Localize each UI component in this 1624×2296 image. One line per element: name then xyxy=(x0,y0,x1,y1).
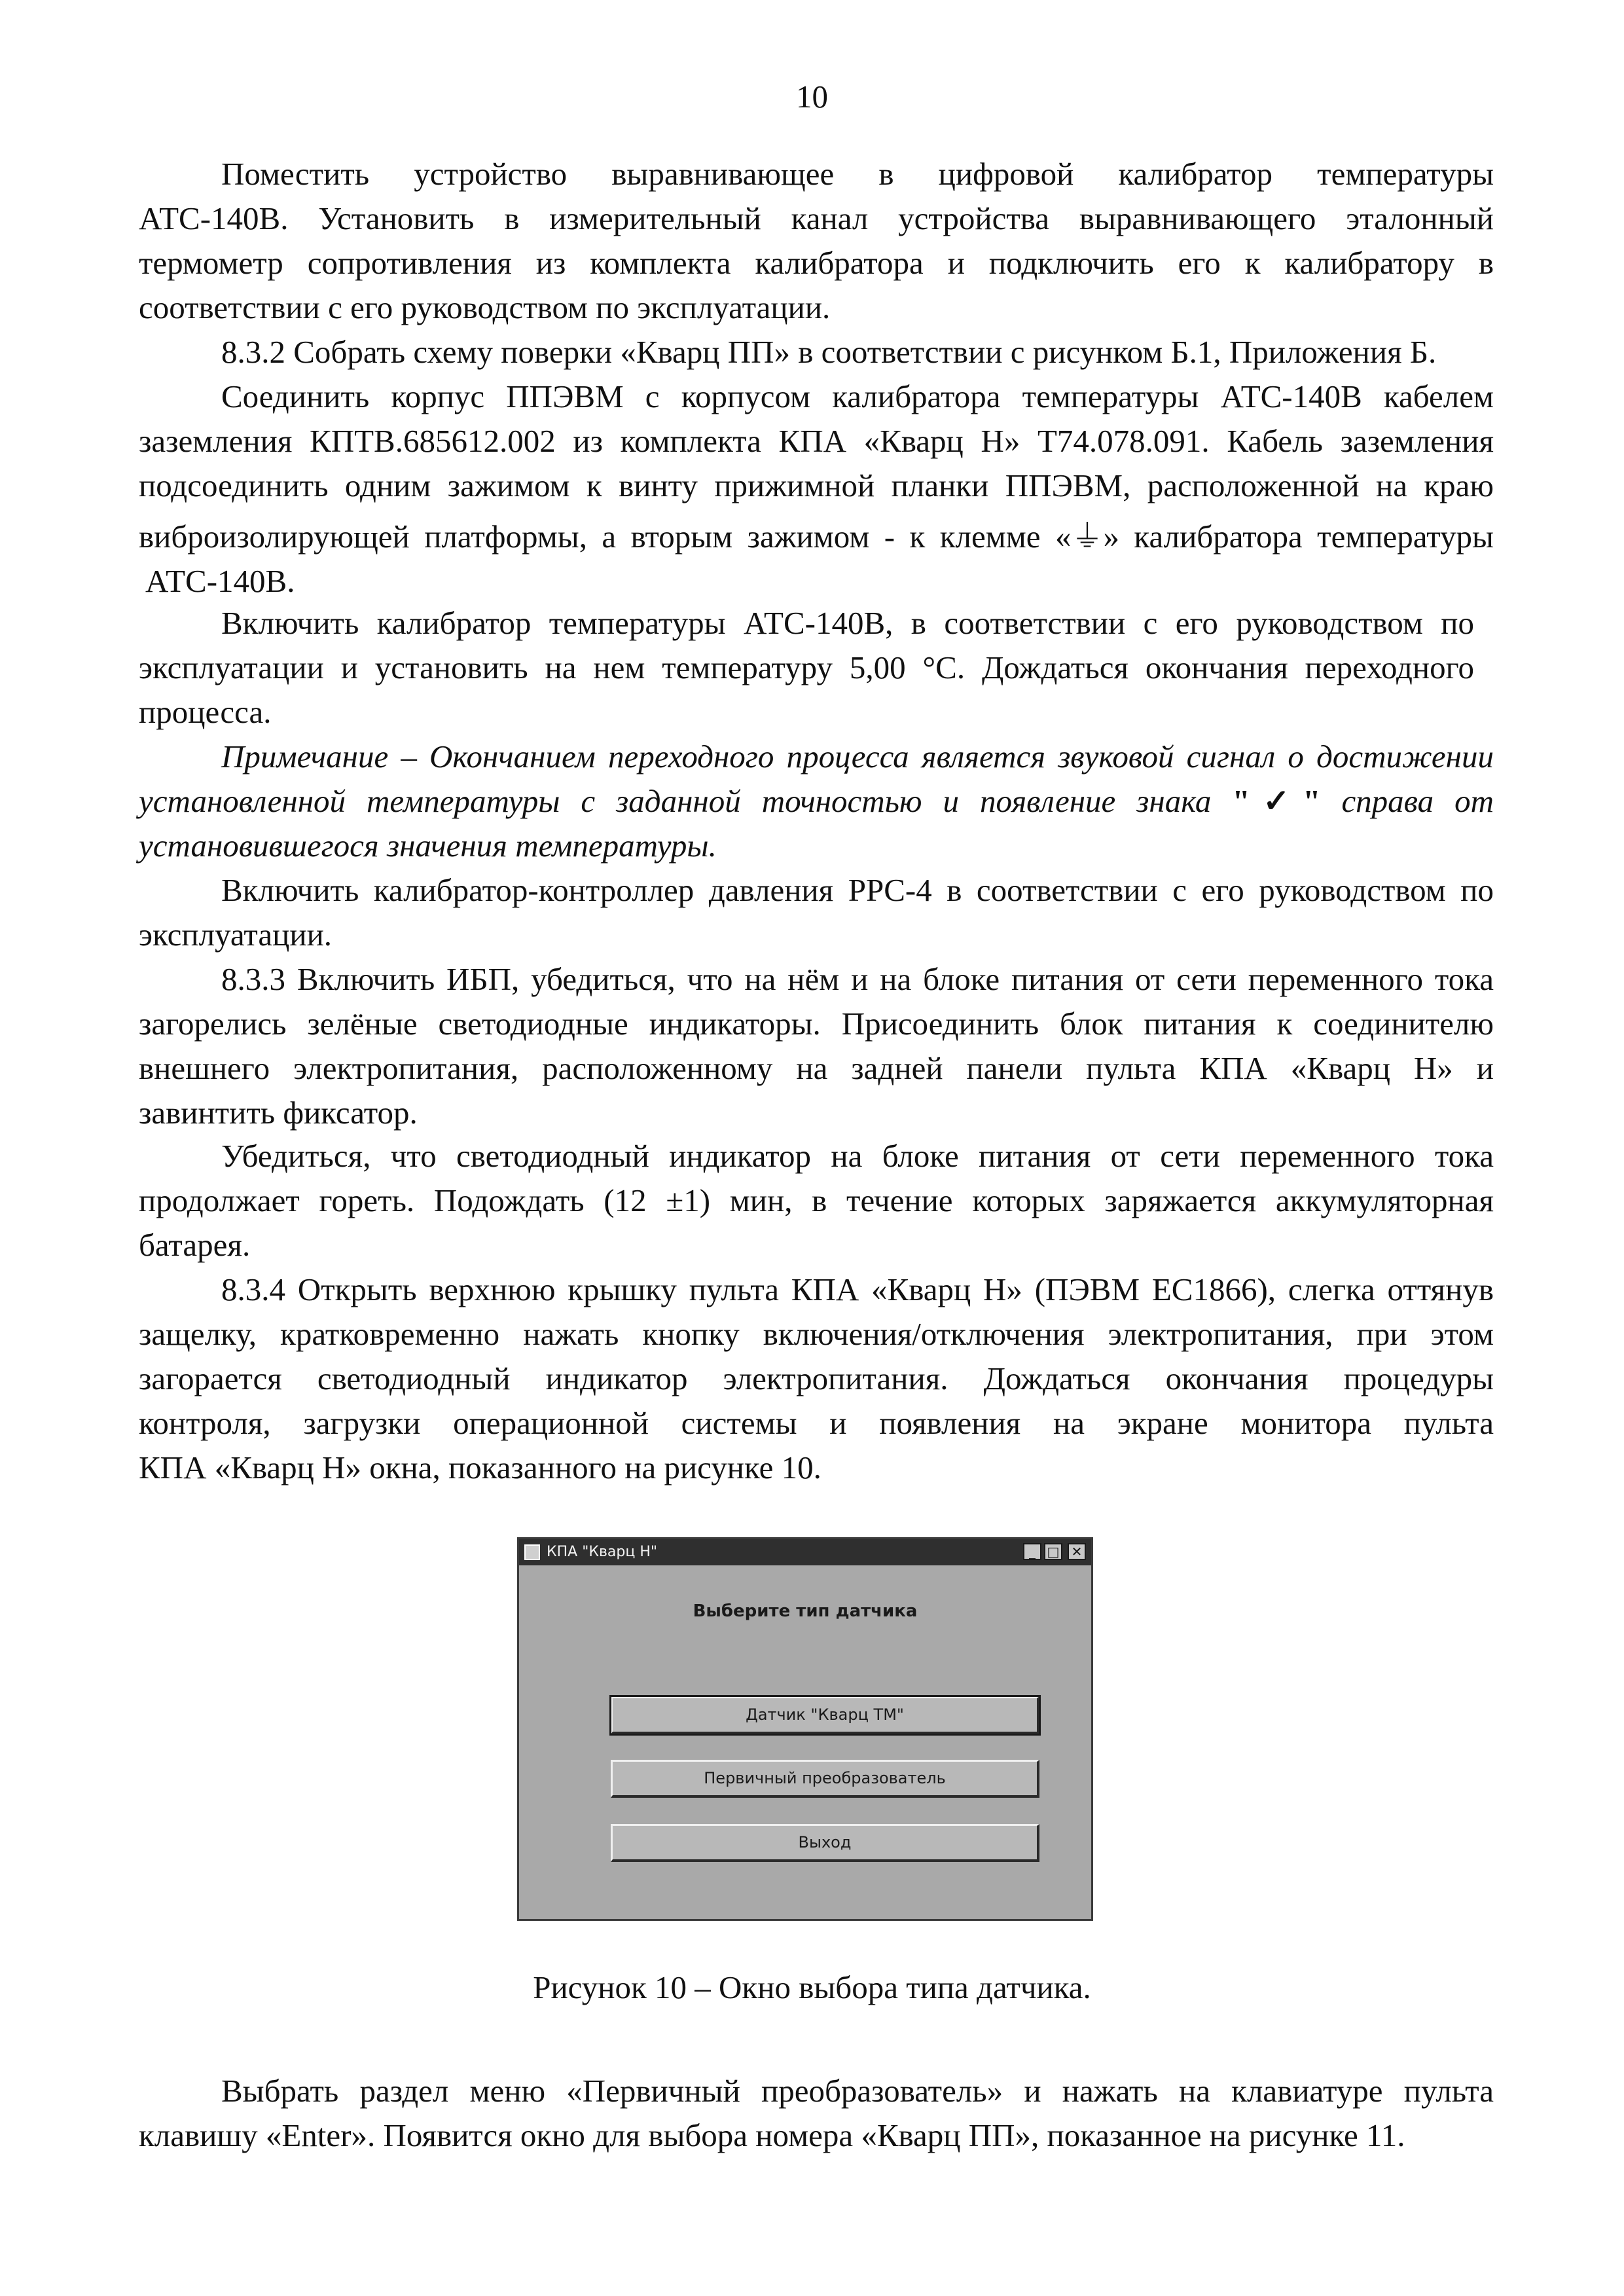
quartz-tm-sensor-button[interactable]: Датчик "Кварц ТМ" xyxy=(611,1696,1039,1734)
paragraph-1-line: термометр сопротивления из комплекта калибратора и подключить его к калибратору в xyxy=(139,245,1494,281)
paragraph-3-text: » калибратора температуры xyxy=(1103,519,1494,555)
paragraph-3-text: виброизолирующей платформы, а вторым зажимом - к клемме « xyxy=(139,519,1072,555)
paragraph-5-line: эксплуатации. xyxy=(139,917,333,953)
note-line xyxy=(139,779,1494,824)
paragraph-4-line: процесса. xyxy=(139,694,272,730)
paragraph-4 xyxy=(139,601,1474,735)
window-titlebar[interactable] xyxy=(519,1539,1091,1565)
window-prompt: Выберите тип датчика xyxy=(693,1601,918,1621)
paragraph-1-line: соответствии с его руководством по эксплуатации. xyxy=(139,289,831,325)
note-text: справа от xyxy=(1341,783,1494,819)
paragraph-5 xyxy=(139,868,1494,957)
paragraph-4-line: Включить калибратор температуры АТС-140В, в соответствии с его руководством по xyxy=(221,605,1474,641)
paragraph-8-line: КПА «Кварц Н» окна, показанного на рисунке 10. xyxy=(139,1449,821,1485)
close-button[interactable]: ✕ xyxy=(1068,1543,1086,1560)
paragraph-1-line: Поместить устройство выравнивающее в цифровой калибратор температуры xyxy=(221,156,1494,192)
paragraph-8-line: контроля, загрузки операционной системы и появления на экране монитора пульта xyxy=(139,1405,1494,1441)
paragraph-7-line: батарея. xyxy=(139,1227,251,1263)
paragraph-3-line: АТС-140В. xyxy=(145,563,295,599)
paragraph-9-line: клавишу «Enter». Появится окно для выбора номера «Кварц ПП», показанное на рисунке 11. xyxy=(139,2117,1405,2153)
note xyxy=(139,735,1494,868)
paragraph-8-line: загорается светодиодный индикатор электропитания. Дождаться окончания процедуры xyxy=(139,1360,1494,1396)
paragraph-9-line: Выбрать раздел меню «Первичный преобразователь» и нажать на клавиатуре пульта xyxy=(221,2073,1494,2109)
paragraph-8 xyxy=(139,1267,1494,1490)
paragraph-7 xyxy=(139,1134,1494,1267)
paragraph-5-line: Включить калибратор-контроллер давления PPC-4 в соответствии с его руководством по xyxy=(221,872,1494,908)
paragraph-8-line: защелку, кратковременно нажать кнопку включения/отключения электропитания, при этом xyxy=(139,1316,1494,1352)
paragraph-3-line: заземления КПТВ.685612.002 из комплекта КПА «Кварц Н» Т74.078.091. Кабель заземления xyxy=(139,423,1494,459)
check-mark-icon: "✓" xyxy=(1232,783,1321,819)
paragraph-3-line: подсоединить одним зажимом к винту прижимной планки ППЭВМ, расположенной на краю xyxy=(139,467,1494,503)
paragraph-1-line: АТС-140В. Установить в измерительный канал устройства выравнивающего эталонный xyxy=(139,200,1494,236)
paragraph-6 xyxy=(139,957,1494,1135)
paragraph-1 xyxy=(139,152,1494,330)
paragraph-3 xyxy=(139,374,1494,604)
app-icon xyxy=(524,1544,540,1560)
maximize-button[interactable]: □ xyxy=(1044,1543,1062,1560)
note-text: установленной температуры с заданной точностью и появление знака xyxy=(139,783,1212,819)
paragraph-3-line: Соединить корпус ППЭВМ с корпусом калибратора температуры АТС-140В кабелем xyxy=(221,378,1494,414)
paragraph-6-line: загорелись зелёные светодиодные индикаторы. Присоединить блок питания к соединителю xyxy=(139,1006,1494,1042)
minimize-button[interactable]: _ xyxy=(1023,1543,1041,1560)
note-line: Примечание – Окончанием переходного процесса является звуковой сигнал о достижении xyxy=(221,738,1494,774)
paragraph-9 xyxy=(139,2069,1494,2158)
ground-symbol-icon: ⏚ xyxy=(1071,519,1104,555)
paragraph-2-line: 8.3.2 Собрать схему поверки «Кварц ПП» в соответствии с рисунком Б.1, Приложения Б. xyxy=(221,334,1437,370)
paragraph-7-line: Убедиться, что светодиодный индикатор на блоке питания от сети переменного тока xyxy=(221,1138,1494,1174)
paragraph-8-line: 8.3.4 Открыть верхнюю крышку пульта КПА «Кварц Н» (ПЭВМ ЕС1866), слегка оттянув xyxy=(221,1271,1494,1307)
paragraph-6-line: завинтить фиксатор. xyxy=(139,1095,418,1131)
page-number: 10 xyxy=(796,79,828,115)
paragraph-6-line: внешнего электропитания, расположенному на задней панели пульта КПА «Кварц Н» и xyxy=(139,1050,1494,1086)
figure-caption: Рисунок 10 – Окно выбора типа датчика. xyxy=(533,1969,1091,2005)
note-line: установившегося значения температуры. xyxy=(139,828,717,864)
paragraph-6-line: 8.3.3 Включить ИБП, убедиться, что на нём и на блоке питания от сети переменного тока xyxy=(221,961,1494,997)
paragraph-7-line: продолжает гореть. Подождать (12 ±1) мин, в течение которых заряжается аккумуляторная xyxy=(139,1182,1494,1218)
sensor-type-window xyxy=(517,1537,1093,1921)
paragraph-3-line xyxy=(139,515,1494,559)
primary-converter-button[interactable]: Первичный преобразователь xyxy=(611,1760,1039,1798)
window-title: КПА "Кварц Н" xyxy=(547,1544,657,1560)
exit-button[interactable]: Выход xyxy=(611,1824,1039,1862)
paragraph-4-line: эксплуатации и установить на нем температуру 5,00 °С. Дождаться окончания переходного xyxy=(139,649,1474,685)
paragraph-2 xyxy=(221,330,1494,374)
